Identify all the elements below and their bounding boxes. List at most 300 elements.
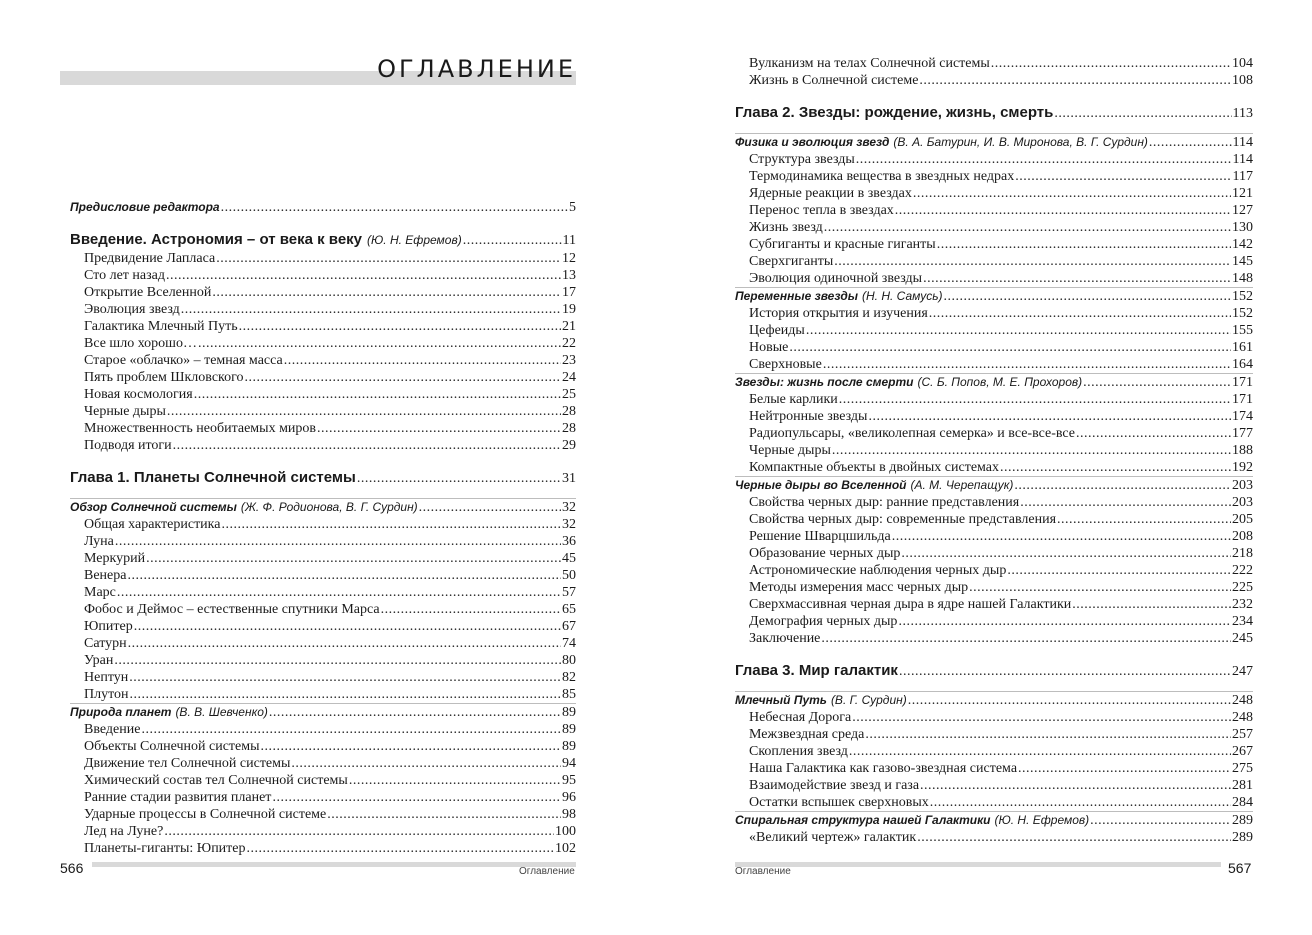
section-spacer [735,123,1253,133]
toc-entry-page: 95 [562,773,576,788]
dot-leader [239,318,561,335]
page-number-right: 567 [1228,860,1252,876]
toc-entry-page: 232 [1232,597,1253,612]
dot-leader [1015,168,1231,185]
toc-section[interactable] [735,134,1253,151]
toc-entry-title: Меркурий [84,551,146,566]
toc-entry-author: (С. Б. Попов, М. Е. Прохоров) [917,375,1083,389]
toc-entry-title: Открытие Вселенной [84,285,212,300]
toc-item[interactable] [70,352,576,369]
section-spacer [70,488,576,498]
toc-entry-page: 152 [1232,306,1253,321]
dot-leader [164,823,554,840]
toc-entry-title: Свойства черных дыр: ранние представления [749,495,1020,510]
dot-leader [824,219,1231,236]
toc-item[interactable] [70,669,576,686]
toc-entry-page: 32 [562,500,576,515]
dot-leader [221,516,561,533]
dot-leader [117,584,561,601]
dot-leader [898,613,1231,630]
toc-entry-author: (Ю. Н. Ефремов) [994,813,1090,827]
toc-item[interactable] [735,391,1253,408]
toc-entry-title: Объекты Солнечной системы [84,739,260,754]
toc-entry-page: 108 [1232,73,1253,88]
toc-chapter[interactable] [735,103,1253,123]
toc-entry-page: 257 [1232,727,1253,742]
dot-leader [114,652,561,669]
toc-entry-title: Множественность необитаемых миров [84,421,317,436]
toc-entry-title: Радиопульсары, «великолепная семерка» и все-все-все [749,426,1076,441]
toc-item[interactable] [735,236,1253,253]
toc-entry-page: 89 [562,739,576,754]
toc-item[interactable] [735,545,1253,562]
toc-entry-title: Термодинамика вещества в звездных недрах [749,169,1015,184]
toc-item[interactable] [735,305,1253,322]
toc-item[interactable] [70,806,576,823]
toc-item[interactable] [70,635,576,652]
footer-bar-left [92,862,576,867]
toc-item[interactable] [735,528,1253,545]
toc-section[interactable] [735,692,1253,709]
dot-leader [141,721,561,738]
toc-entry-page: 188 [1232,443,1253,458]
toc-entry-title: Жизнь в Солнечной системе [749,73,919,88]
toc-entry-title: Юпитер [84,619,133,634]
toc-entry-title: Предисловие редактора [70,200,220,214]
dot-leader [852,709,1231,726]
toc-entry-page: 113 [1232,106,1253,121]
toc-entry-title: Астрономические наблюдения черных дыр [749,563,1007,578]
toc-item[interactable] [70,533,576,550]
toc-entry-title: Луна [84,534,114,549]
toc-entry-title: Лед на Луне? [84,824,164,839]
toc-entry-title: Остатки вспышек сверхновых [749,795,929,810]
toc-entry-page: 127 [1232,203,1253,218]
toc-entry-title: Природа планет [70,705,172,719]
toc-item[interactable] [735,743,1253,760]
toc-entry-page: 50 [562,568,576,583]
toc-entry-title: Вулканизм на телах Солнечной системы [749,56,990,71]
toc-entry-title: Марс [84,585,116,600]
toc-entry-page: 65 [562,602,576,617]
dot-leader [134,618,561,635]
toc-item[interactable] [70,369,576,386]
dot-leader [1076,425,1231,442]
dot-leader [349,772,561,789]
toc-entry-title: Белые карлики [749,392,838,407]
dot-leader [1000,459,1231,476]
toc-entry-page: 225 [1232,580,1253,595]
toc-entry-page: 22 [562,336,576,351]
toc-entry-title: Новые [749,340,789,355]
toc-item[interactable] [70,437,576,454]
dot-leader [823,356,1231,373]
dot-leader [1007,562,1231,579]
toc-entry-page: 102 [555,841,576,856]
toc-entry-page: 28 [562,421,576,436]
toc-entry-title: Свойства черных дыр: современные представления [749,512,1057,527]
dot-leader [245,369,561,386]
toc-item[interactable] [735,356,1253,373]
toc-entry-title: Сатурн [84,636,127,651]
dot-leader [1020,494,1231,511]
dot-leader [892,528,1231,545]
toc-item[interactable] [735,579,1253,596]
toc-item[interactable] [70,755,576,772]
toc-item[interactable] [735,253,1253,270]
toc-entry-title: Звезды: жизнь после смерти [735,375,914,389]
toc-entry-page: 121 [1232,186,1253,201]
toc-entry-title: «Великий чертеж» галактик [749,830,917,845]
toc-entry-page: 74 [562,636,576,651]
toc-item[interactable] [70,840,576,857]
toc-entry-page: 19 [562,302,576,317]
toc-item[interactable] [70,550,576,567]
toc-entry-title: Планеты-гиганты: Юпитер [84,841,246,856]
dot-leader [1014,477,1231,494]
toc-item[interactable] [70,301,576,318]
dot-leader [1018,760,1231,777]
dot-leader [194,386,561,403]
toc-item[interactable] [70,250,576,267]
dot-leader [115,533,561,550]
toc-section[interactable] [70,704,576,721]
toc-entry-page: 5 [569,200,576,215]
toc-item[interactable] [735,726,1253,743]
toc-chapter[interactable] [735,661,1253,681]
toc-entry-title: Введение [84,722,141,737]
toc-entry-page: 248 [1232,710,1253,725]
toc-entry-title: Цефеиды [749,323,805,338]
toc-entry-title: Движение тел Солнечной системы [84,756,291,771]
toc-entry-title: Сверхмассивная черная дыра в ядре нашей Галактики [749,597,1072,612]
toc-item[interactable] [70,721,576,738]
dot-leader [284,352,561,369]
toc-item[interactable] [70,567,576,584]
toc-entry-title: Решение Шварцшильда [749,529,891,544]
toc-section[interactable] [70,199,576,216]
toc-item[interactable] [70,686,576,703]
dot-leader [908,692,1231,709]
toc-entry-page: 57 [562,585,576,600]
toc-section[interactable] [735,288,1253,305]
toc-item[interactable] [735,630,1253,647]
dot-leader [821,630,1231,647]
dot-leader [216,250,561,267]
toc-item[interactable] [70,738,576,755]
toc-item[interactable] [70,284,576,301]
toc-entry-title: Переменные звезды [735,289,858,303]
toc-entry-page: 203 [1232,495,1253,510]
section-spacer [735,681,1253,691]
toc-entry-page: 275 [1232,761,1253,776]
dot-leader [923,270,1231,287]
footer-bar-right [735,862,1221,867]
toc-item[interactable] [735,777,1253,794]
toc-item[interactable] [70,601,576,618]
toc-item[interactable] [735,219,1253,236]
toc-entry-page: 248 [1232,693,1253,708]
toc-item[interactable] [735,494,1253,511]
toc-entry-title: Плутон [84,687,129,702]
toc-section[interactable] [735,477,1253,494]
toc-item[interactable] [735,425,1253,442]
toc-chapter[interactable] [70,230,576,250]
dot-leader [919,72,1231,89]
page-number-left: 566 [60,860,84,876]
toc-entry-page: 17 [562,285,576,300]
toc-item[interactable] [70,618,576,635]
dot-leader [166,267,561,284]
toc-entry-page: 45 [562,551,576,566]
toc-item[interactable] [70,403,576,420]
dot-leader [1090,812,1231,829]
toc-entry-page: 117 [1232,169,1253,184]
toc-section[interactable] [735,812,1253,829]
toc-entry-page: 164 [1232,357,1253,372]
toc-item[interactable] [735,709,1253,726]
chapter-spacer [70,216,576,230]
toc-item[interactable] [70,772,576,789]
toc-entry-title: Жизнь звезд [749,220,823,235]
toc-entry-page: 104 [1232,56,1253,71]
dot-leader [865,726,1231,743]
toc-section[interactable] [70,499,576,516]
toc-entry-title: Глава 1. Планеты Солнечной системы [70,469,356,486]
toc-entry-title: Скопления звезд [749,744,848,759]
toc-entry-author: (В. Г. Сурдин) [830,693,907,707]
toc-item[interactable] [70,516,576,533]
dot-leader [381,601,561,618]
toc-entry-page: 85 [562,687,576,702]
toc-item[interactable] [70,318,576,335]
toc-entry-title: Уран [84,653,114,668]
toc-entry-title: Перенос тепла в звездах [749,203,894,218]
toc-entry-page: 152 [1232,289,1253,304]
toc-entry-page: 177 [1232,426,1253,441]
toc-entry-page: 114 [1232,135,1253,150]
toc-entry-title: Сверхновые [749,357,822,372]
dot-leader [839,391,1231,408]
toc-item[interactable] [735,511,1253,528]
dot-leader [269,704,561,721]
dot-leader [929,305,1231,322]
toc-chapter[interactable] [70,468,576,488]
toc-item[interactable] [70,652,576,669]
dot-leader [1072,596,1231,613]
toc-entry-title: Галактика Млечный Путь [84,319,238,334]
toc-entry-title: Демография черных дыр [749,614,898,629]
toc-entry-page: 96 [562,790,576,805]
toc-entry-title: Сверхгиганты [749,254,834,269]
toc-entry-title: Нейтронные звезды [749,409,868,424]
toc-item[interactable] [735,760,1253,777]
toc-entry-page: 281 [1232,778,1253,793]
toc-item[interactable] [735,613,1253,630]
toc-item[interactable] [735,794,1253,811]
toc-entry-title: Старое «облачко» – темная масса [84,353,283,368]
toc-item[interactable] [735,829,1253,846]
toc-entry-title: Заключение [749,631,821,646]
toc-item[interactable] [735,72,1253,89]
dot-leader [849,743,1231,760]
toc-entry-page: 203 [1232,478,1253,493]
toc-entry-title: Введение. Астрономия – от века к веку [70,231,363,248]
toc-entry-page: 114 [1232,152,1253,167]
dot-leader [167,403,561,420]
toc-item[interactable] [70,584,576,601]
toc-entry-page: 82 [562,670,576,685]
toc-section[interactable] [735,374,1253,391]
toc-entry-page: 171 [1232,392,1253,407]
toc-item[interactable] [70,420,576,437]
toc-entry-page: 94 [562,756,576,771]
dot-leader [146,550,561,567]
toc-entry-page: 289 [1232,830,1253,845]
dot-leader [128,635,561,652]
toc-entry-page: 21 [562,319,576,334]
toc-entry-title: Обзор Солнечной системы [70,500,237,514]
toc-entry-author: (В. А. Батурин, И. В. Миронова, В. Г. Сурдин) [893,135,1148,149]
toc-entry-page: 174 [1232,409,1253,424]
toc-entry-page: 289 [1232,813,1253,828]
toc-entry-title: Черные дыры [749,443,831,458]
toc-entry-page: 11 [562,233,576,248]
toc-item[interactable] [735,185,1253,202]
toc-entry-title: Венера [84,568,127,583]
dot-leader [789,339,1231,356]
toc-entry-page: 234 [1232,614,1253,629]
toc-item[interactable] [735,151,1253,168]
dot-leader [129,669,561,686]
dot-leader [913,185,1231,202]
toc-item[interactable] [735,408,1253,425]
toc-item[interactable] [735,562,1253,579]
toc-entry-title: Нептун [84,670,129,685]
toc-entry-author: (Ю. Н. Ефремов) [367,233,462,247]
toc-entry-title: Глава 2. Звезды: рождение, жизнь, смерть [735,104,1054,121]
toc-entry-page: 171 [1232,375,1253,390]
toc-item[interactable] [70,335,576,352]
dot-leader [212,284,561,301]
toc-entry-page: 222 [1232,563,1253,578]
dot-leader [181,301,561,318]
toc-entry-page: 245 [1232,631,1253,646]
toc-entry-title: Ударные процессы в Солнечной системе [84,807,327,822]
dot-leader [419,499,561,516]
dot-leader [944,288,1231,305]
dot-leader [899,662,1231,682]
dot-leader [173,437,561,454]
toc-entry-author: (Ж. Ф. Родионова, В. Г. Сурдин) [240,500,418,514]
dot-leader [917,829,1231,846]
toc-entry-title: Ранние стадии развития планет [84,790,272,805]
dot-leader [901,545,1231,562]
dot-leader [327,806,561,823]
dot-leader [1054,104,1231,124]
toc-item[interactable] [735,442,1253,459]
toc-entry-author: (В. В. Шевченко) [175,705,268,719]
toc-entry-page: 32 [562,517,576,532]
toc-item[interactable] [70,267,576,284]
toc-entry-page: 100 [555,824,576,839]
footer-label-right: Оглавление [735,866,791,877]
footer-label-left: Оглавление [519,866,575,877]
toc-item[interactable] [735,322,1253,339]
chapter-spacer [735,647,1253,661]
toc-item[interactable] [735,596,1253,613]
toc-entry-page: 155 [1232,323,1253,338]
dot-leader [291,755,561,772]
toc-entry-page: 98 [562,807,576,822]
dot-leader [920,777,1231,794]
toc-entry-author: (Н. Н. Самусь) [862,289,943,303]
toc-entry-title: Млечный Путь [735,693,827,707]
toc-entry-page: 13 [562,268,576,283]
toc-item[interactable] [735,168,1253,185]
toc-entry-title: Межзвездная среда [749,727,865,742]
toc-entry-page: 205 [1232,512,1253,527]
dot-leader [317,420,561,437]
toc-entry-page: 218 [1232,546,1253,561]
dot-leader [130,686,561,703]
toc-right-column [735,55,1253,846]
chapter-spacer [70,454,576,468]
dot-leader [127,567,561,584]
toc-entry-page: 247 [1232,664,1253,679]
toc-entry-page: 89 [562,705,576,720]
toc-item[interactable] [70,789,576,806]
toc-entry-page: 36 [562,534,576,549]
toc-entry-title: Общая характеристика [84,517,221,532]
toc-item[interactable] [70,386,576,403]
dot-leader [261,738,561,755]
toc-item[interactable] [70,823,576,840]
dot-leader [930,794,1231,811]
dot-leader [463,231,562,251]
dot-leader [895,202,1231,219]
toc-entry-page: 25 [562,387,576,402]
toc-item[interactable] [735,202,1253,219]
toc-item[interactable] [735,55,1253,72]
toc-entry-title: Черные дыры [84,404,166,419]
toc-entry-title: Образование черных дыр [749,546,901,561]
toc-entry-page: 284 [1232,795,1253,810]
toc-item[interactable] [735,459,1253,476]
dot-leader [834,253,1231,270]
toc-entry-title: Структура звезды [749,152,855,167]
toc-item[interactable] [735,270,1253,287]
dot-leader [198,335,561,352]
dot-leader [247,840,554,857]
toc-item[interactable] [735,339,1253,356]
dot-leader [868,408,1231,425]
toc-entry-title: Подводя итоги [84,438,172,453]
toc-entry-page: 161 [1232,340,1253,355]
dot-leader [1149,134,1232,151]
toc-entry-title: Сто лет назад [84,268,165,283]
toc-entry-title: Глава 3. Мир галактик [735,662,898,679]
dot-leader [1057,511,1231,528]
toc-entry-page: 29 [562,438,576,453]
toc-entry-title: Предвидение Лапласа [84,251,216,266]
dot-leader [856,151,1232,168]
toc-entry-title: Ядерные реакции в звездах [749,186,912,201]
dot-leader [1083,374,1231,391]
toc-entry-page: 208 [1232,529,1253,544]
dot-leader [969,579,1231,596]
toc-left-column [70,199,576,857]
